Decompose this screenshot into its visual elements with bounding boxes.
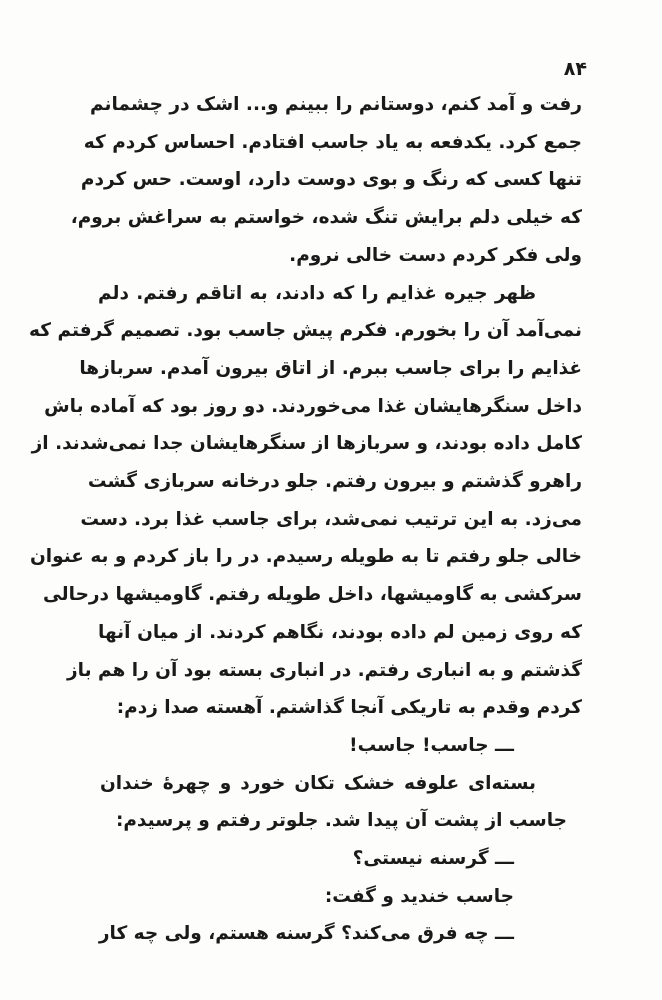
text-line: سرکشی به گاومیشها، داخل طویله رفتم. گاومیشها درحالی [42, 584, 582, 606]
text-line: جمع کرد. یکدفعه به یاد جاسب افتادم. احساس کردم که [83, 131, 582, 153]
dialogue-line: ـــ جاسب! جاسب! [349, 734, 514, 756]
text-line: گذشتم و به انباری رفتم. در انباری بسته بود آن را هم باز [66, 659, 582, 681]
dialogue-line: ـــ گرسنه نیستی؟ [352, 848, 514, 869]
text-line: ولی فکر کردم دست خالی نروم. [289, 244, 582, 266]
page-number: ۸۴ [563, 58, 587, 80]
text-line: جاسب خندید و گفت: [324, 885, 514, 907]
dialogue-line: ـــ چه فرق می‌کند؟ گرسنه هستم، ولی چه کار [98, 923, 514, 945]
text-line: جاسب از پشت آن پیدا شد. جلوتر رفتم و پرسیدم: [115, 810, 567, 832]
text-line: می‌زد. به این ترتیب نمی‌شد، برای جاسب غذا برد. دست [80, 508, 582, 530]
text-line: کامل داده بودند، و سربازها از سنگرهایشان جدا نمی‌شدند. از [31, 433, 582, 455]
text-line: تنها کسی که رنگ و بوی دوست دارد، اوست. حس کردم [80, 169, 582, 191]
text-line: که خیلی دلم برایش تنگ شده، خواستم به سراغش بروم، [70, 207, 582, 229]
text-line: غذایم را برای جاسب ببرم. از اتاق بیرون آمدم. سربازها [79, 357, 582, 379]
text-line: راهرو گذشتم و بیرون رفتم. جلو درخانه سربازی گشت [87, 471, 582, 492]
text-line: داخل سنگرهایشان غذا می‌خوردند. دو روز بود که آماده باش [44, 395, 582, 417]
text-line: که روی زمین لم داده بودند، نگاهم کردند. از میان آنها [98, 621, 582, 643]
text-line: کردم وقدم به تاریکی آنجا گذاشتم. آهسته صدا زدم: [116, 697, 582, 719]
text-line: نمی‌آمد آن را بخورم. فکرم پیش جاسب بود. تصمیم گرفتم که [29, 320, 582, 342]
text-line: رفت و آمد کنم، دوستانم را ببینم و... اشک در چشمانم [90, 94, 582, 115]
text-line: خالی جلو رفتم تا به طویله رسیدم. در را باز کردم و به عنوان [29, 546, 582, 568]
paragraph-start-line: بسته‌ای علوفه خشک تکان خورد و چهرهٔ خندان [100, 772, 536, 794]
paragraph-start-line: ظهر جیره غذایم را که دادند، به اتاقم رفتم. دلم [98, 282, 536, 304]
